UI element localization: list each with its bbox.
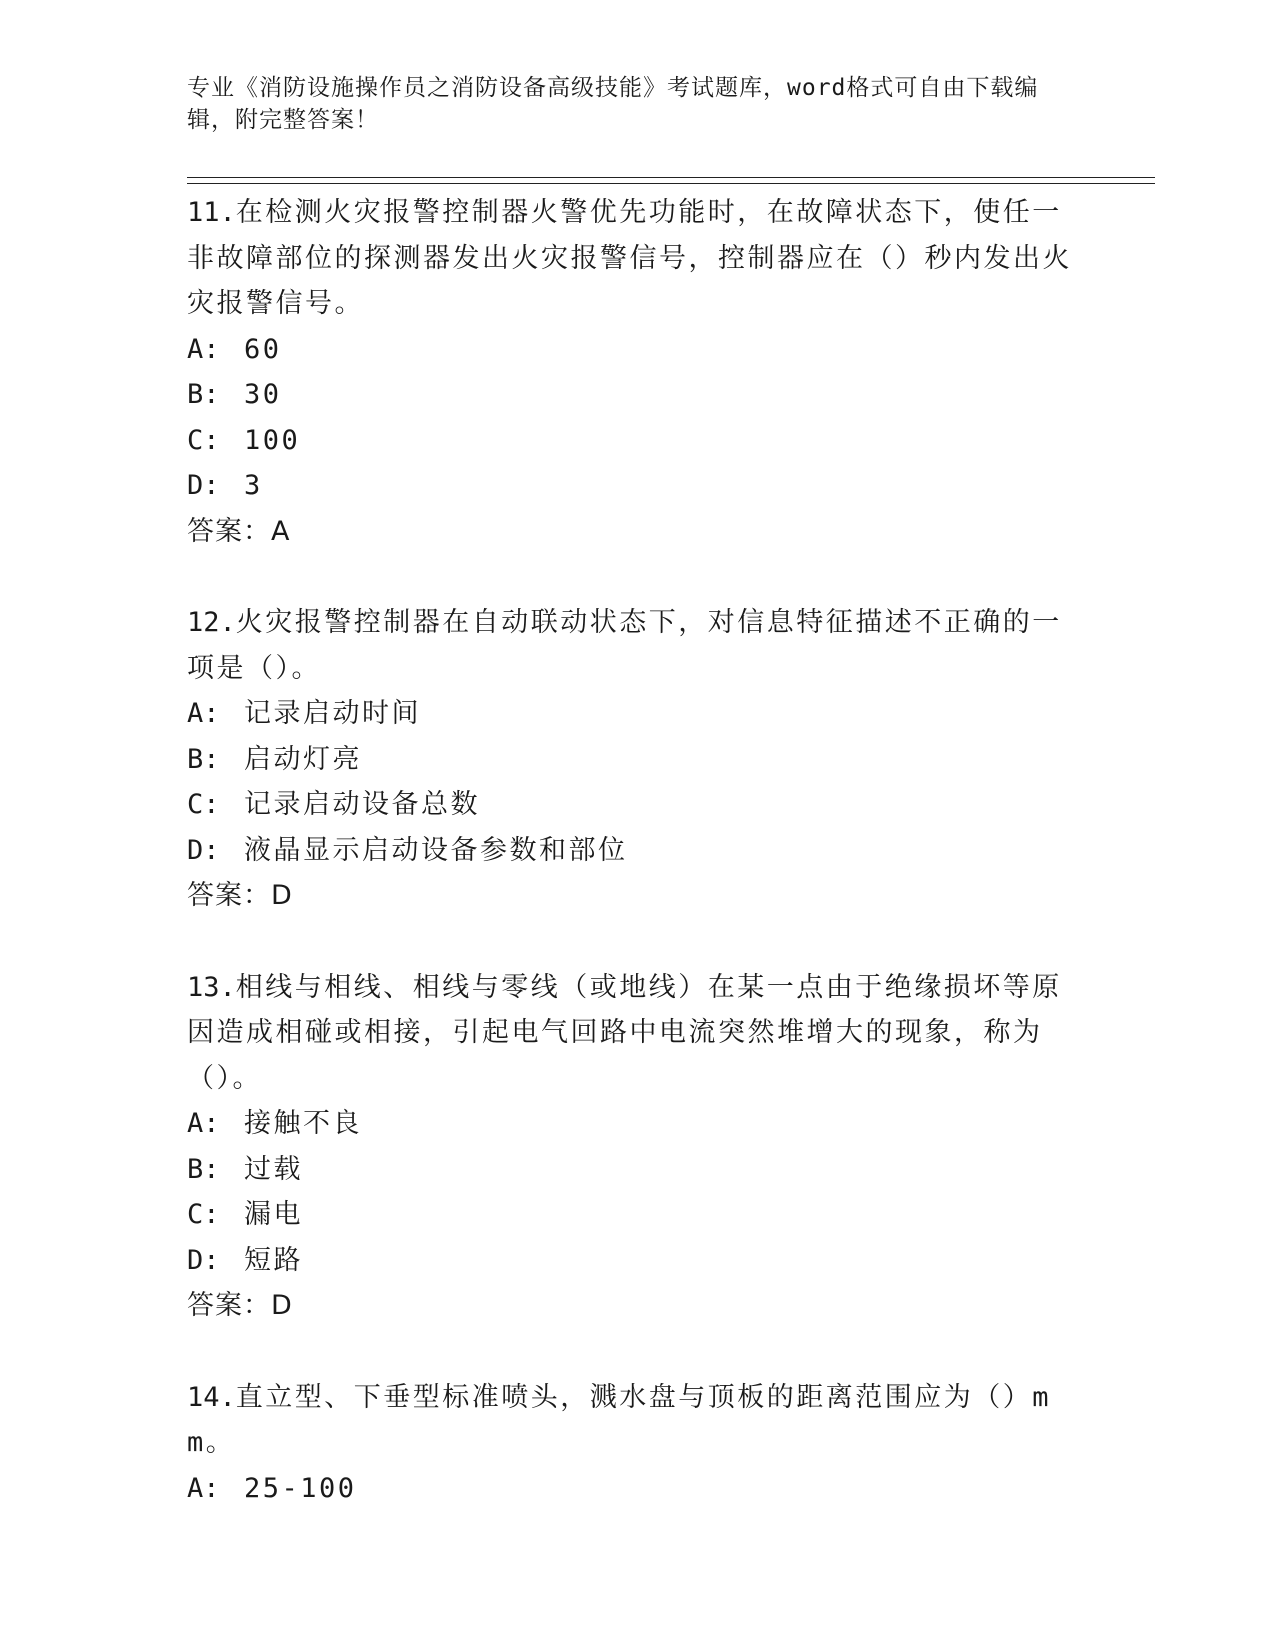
- option-separator: :: [203, 834, 223, 866]
- option-letter: C: [187, 424, 204, 456]
- option-d: [187, 463, 1087, 509]
- option-d: [187, 1238, 1087, 1284]
- question-body: 相线与相线、相线与零线（或地线）在某一点由于绝缘损坏等原因造成相碰或相接，引起电气回路中电流突然堆增大的现象，称为（）。: [187, 971, 1062, 1094]
- option-a: [187, 1101, 1087, 1147]
- option-letter: B: [187, 379, 204, 410]
- question-text: [187, 600, 1077, 691]
- answer-label: 答案：: [187, 880, 271, 911]
- option-a: [187, 1466, 1087, 1512]
- answer-line: [187, 873, 1087, 919]
- option-separator: :: [203, 1108, 223, 1139]
- question-number: 13.: [187, 971, 236, 1003]
- option-text: 短路: [244, 1244, 304, 1276]
- header-note: 专业《消防设施操作员之消防设备高级技能》考试题库，word格式可自由下载编辑，附完整答案！: [187, 75, 1039, 133]
- question-12: [187, 600, 1087, 919]
- option-separator: :: [203, 1199, 223, 1230]
- option-letter: C: [187, 789, 204, 820]
- option-separator: :: [203, 1153, 223, 1185]
- option-letter: A: [187, 1472, 204, 1504]
- option-text: 60: [244, 333, 282, 365]
- answer-line: [187, 1283, 1087, 1329]
- question-body: 直立型、下垂型标准喷头，溅水盘与顶板的距离范围应为（）mm。: [187, 1381, 1052, 1458]
- option-text: 3: [244, 470, 263, 501]
- option-separator: :: [203, 1472, 223, 1504]
- option-b: [187, 737, 1087, 783]
- option-letter: B: [187, 743, 204, 775]
- option-text: 启动灯亮: [244, 743, 363, 775]
- option-letter: B: [187, 1153, 204, 1185]
- option-text: 30: [244, 379, 282, 410]
- option-letter: C: [187, 1199, 204, 1230]
- answer-line: [187, 509, 1087, 555]
- question-14: [187, 1375, 1087, 1512]
- question-number: 11.: [187, 197, 236, 228]
- option-text: 25-100: [244, 1472, 357, 1504]
- option-letter: D: [187, 1244, 204, 1276]
- answer-value: D: [271, 880, 293, 911]
- header-rule-bottom: [187, 183, 1155, 184]
- question-13: [187, 965, 1087, 1329]
- header-rule-top: [187, 177, 1155, 178]
- option-text: 记录启动设备总数: [244, 789, 481, 820]
- option-separator: :: [203, 698, 223, 729]
- option-separator: :: [203, 789, 223, 820]
- answer-label: 答案：: [187, 1290, 271, 1321]
- option-b: [187, 1147, 1087, 1193]
- option-separator: :: [203, 379, 223, 410]
- option-text: 液晶显示启动设备参数和部位: [244, 834, 628, 866]
- answer-value: A: [271, 515, 291, 547]
- option-separator: :: [203, 743, 223, 775]
- option-separator: :: [203, 1244, 223, 1276]
- option-text: 接触不良: [244, 1108, 363, 1139]
- question-body: 在检测火灾报警控制器火警优先功能时，在故障状态下，使任一非故障部位的探测器发出火灾报警信号，控制器应在（）秒内发出火灾报警信号。: [187, 197, 1072, 319]
- option-d: [187, 828, 1087, 874]
- question-text: [187, 965, 1077, 1102]
- option-separator: :: [203, 470, 223, 501]
- question-text: [187, 1375, 1077, 1466]
- option-c: [187, 1192, 1087, 1238]
- answer-value: D: [271, 1290, 293, 1321]
- option-a: [187, 327, 1087, 373]
- answer-label: 答案：: [187, 515, 271, 547]
- option-text: 漏电: [244, 1199, 304, 1230]
- question-body: 火灾报警控制器在自动联动状态下，对信息特征描述不正确的一项是（）。: [187, 607, 1062, 684]
- option-c: [187, 782, 1087, 828]
- option-separator: :: [203, 424, 223, 456]
- option-b: [187, 372, 1087, 418]
- option-separator: :: [203, 333, 223, 365]
- option-c: [187, 418, 1087, 464]
- option-letter: A: [187, 333, 204, 365]
- option-text: 100: [244, 424, 301, 456]
- question-number: 14.: [187, 1381, 236, 1413]
- question-text: [187, 190, 1077, 327]
- option-letter: D: [187, 834, 204, 866]
- option-text: 记录启动时间: [244, 698, 422, 729]
- option-a: [187, 691, 1087, 737]
- option-letter: A: [187, 1108, 204, 1139]
- question-number: 12.: [187, 607, 236, 638]
- option-letter: D: [187, 470, 204, 501]
- question-list: [187, 190, 1087, 1557]
- option-letter: A: [187, 698, 204, 729]
- question-11: [187, 190, 1087, 554]
- option-text: 过载: [244, 1153, 304, 1185]
